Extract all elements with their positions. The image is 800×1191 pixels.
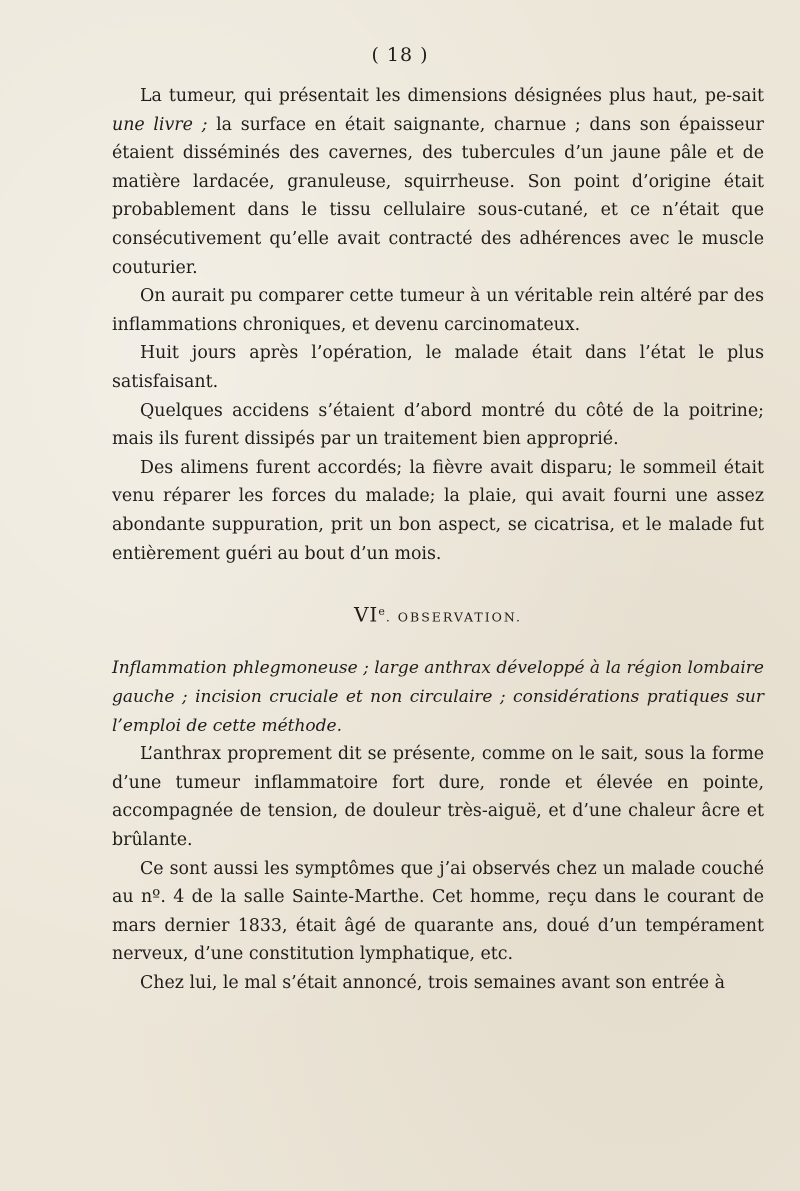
paragraph-rein: On aurait pu comparer cette tumeur à un véritable rein altéré par des inflammations chroniques, et devenu carcinomateux. (112, 286, 764, 335)
paragraph-alimens: Des alimens furent accordés; la fièvre avait disparu; le sommeil était venu réparer les forces du malade; la plaie, qui avait fourni une assez abondante suppuration, prit un bon aspect, se cicatrisa, et le malade fut entièrement guéri au bout d’un mois. (112, 457, 764, 564)
observation-label: . OBSERVATION. (385, 609, 523, 625)
paragraph-tumeur (112, 82, 764, 282)
page-body (112, 82, 764, 997)
paragraph-huit-jours: Huit jours après l’opération, le malade était dans l’état le plus satisfaisant. (112, 343, 764, 392)
paragraph-accidens: Quelques accidens s’étaient d’abord montré du côté de la poitrine; mais ils furent dissipés par un traitement bien approprié. (112, 400, 764, 450)
observation-number-suffix: e (378, 605, 386, 619)
paragraph-tumeur-italic: une livre ; (112, 114, 208, 135)
paragraph-tumeur-part2: la surface en était saignante, charnue ; dans son épaisseur étaient disséminés des cavernes, des tubercules d’un jaune pâle et de matière lardacée, granuleuse, squirrheuse. Son point d’origine était probablement dans le tissu cellulaire sous-cutané, et ce n’était que consécutivement qu’elle avait contracté des adhérences avec le muscle couturier. (112, 114, 764, 278)
paragraph-chez-lui: Chez lui, le mal s’était annoncé, trois semaines avant son entrée à (140, 972, 725, 993)
observation-summary: Inflammation phlegmoneuse ; large anthrax développé à la région lombaire gauche ; incision cruciale et non circulaire ; considérations pratiques sur l’emploi de cette méthode. (112, 658, 764, 736)
observation-number: VI (353, 602, 379, 627)
page-number: ( 18 ) (371, 44, 429, 66)
paragraph-anthrax: L’anthrax proprement dit se présente, comme on le sait, sous la forme d’une tumeur inflammatoire fort dure, ronde et élevée en pointe, accompagnée de tension, de douleur très-aiguë, et d’une chaleur âcre et brûlante. (112, 744, 764, 850)
observation-heading (112, 598, 764, 632)
paragraph-symptomes: Ce sont aussi les symptômes que j’ai observés chez un malade couché au nº. 4 de la salle Sainte-Marthe. Cet homme, reçu dans le courant de mars dernier 1833, était âgé de quarante ans, doué d’un tempérament nerveux, d’une constitution lymphatique, etc. (112, 858, 764, 965)
paragraph-tumeur-part1: La tumeur, qui présentait les dimensions désignées plus haut, pe-sait (140, 86, 764, 106)
